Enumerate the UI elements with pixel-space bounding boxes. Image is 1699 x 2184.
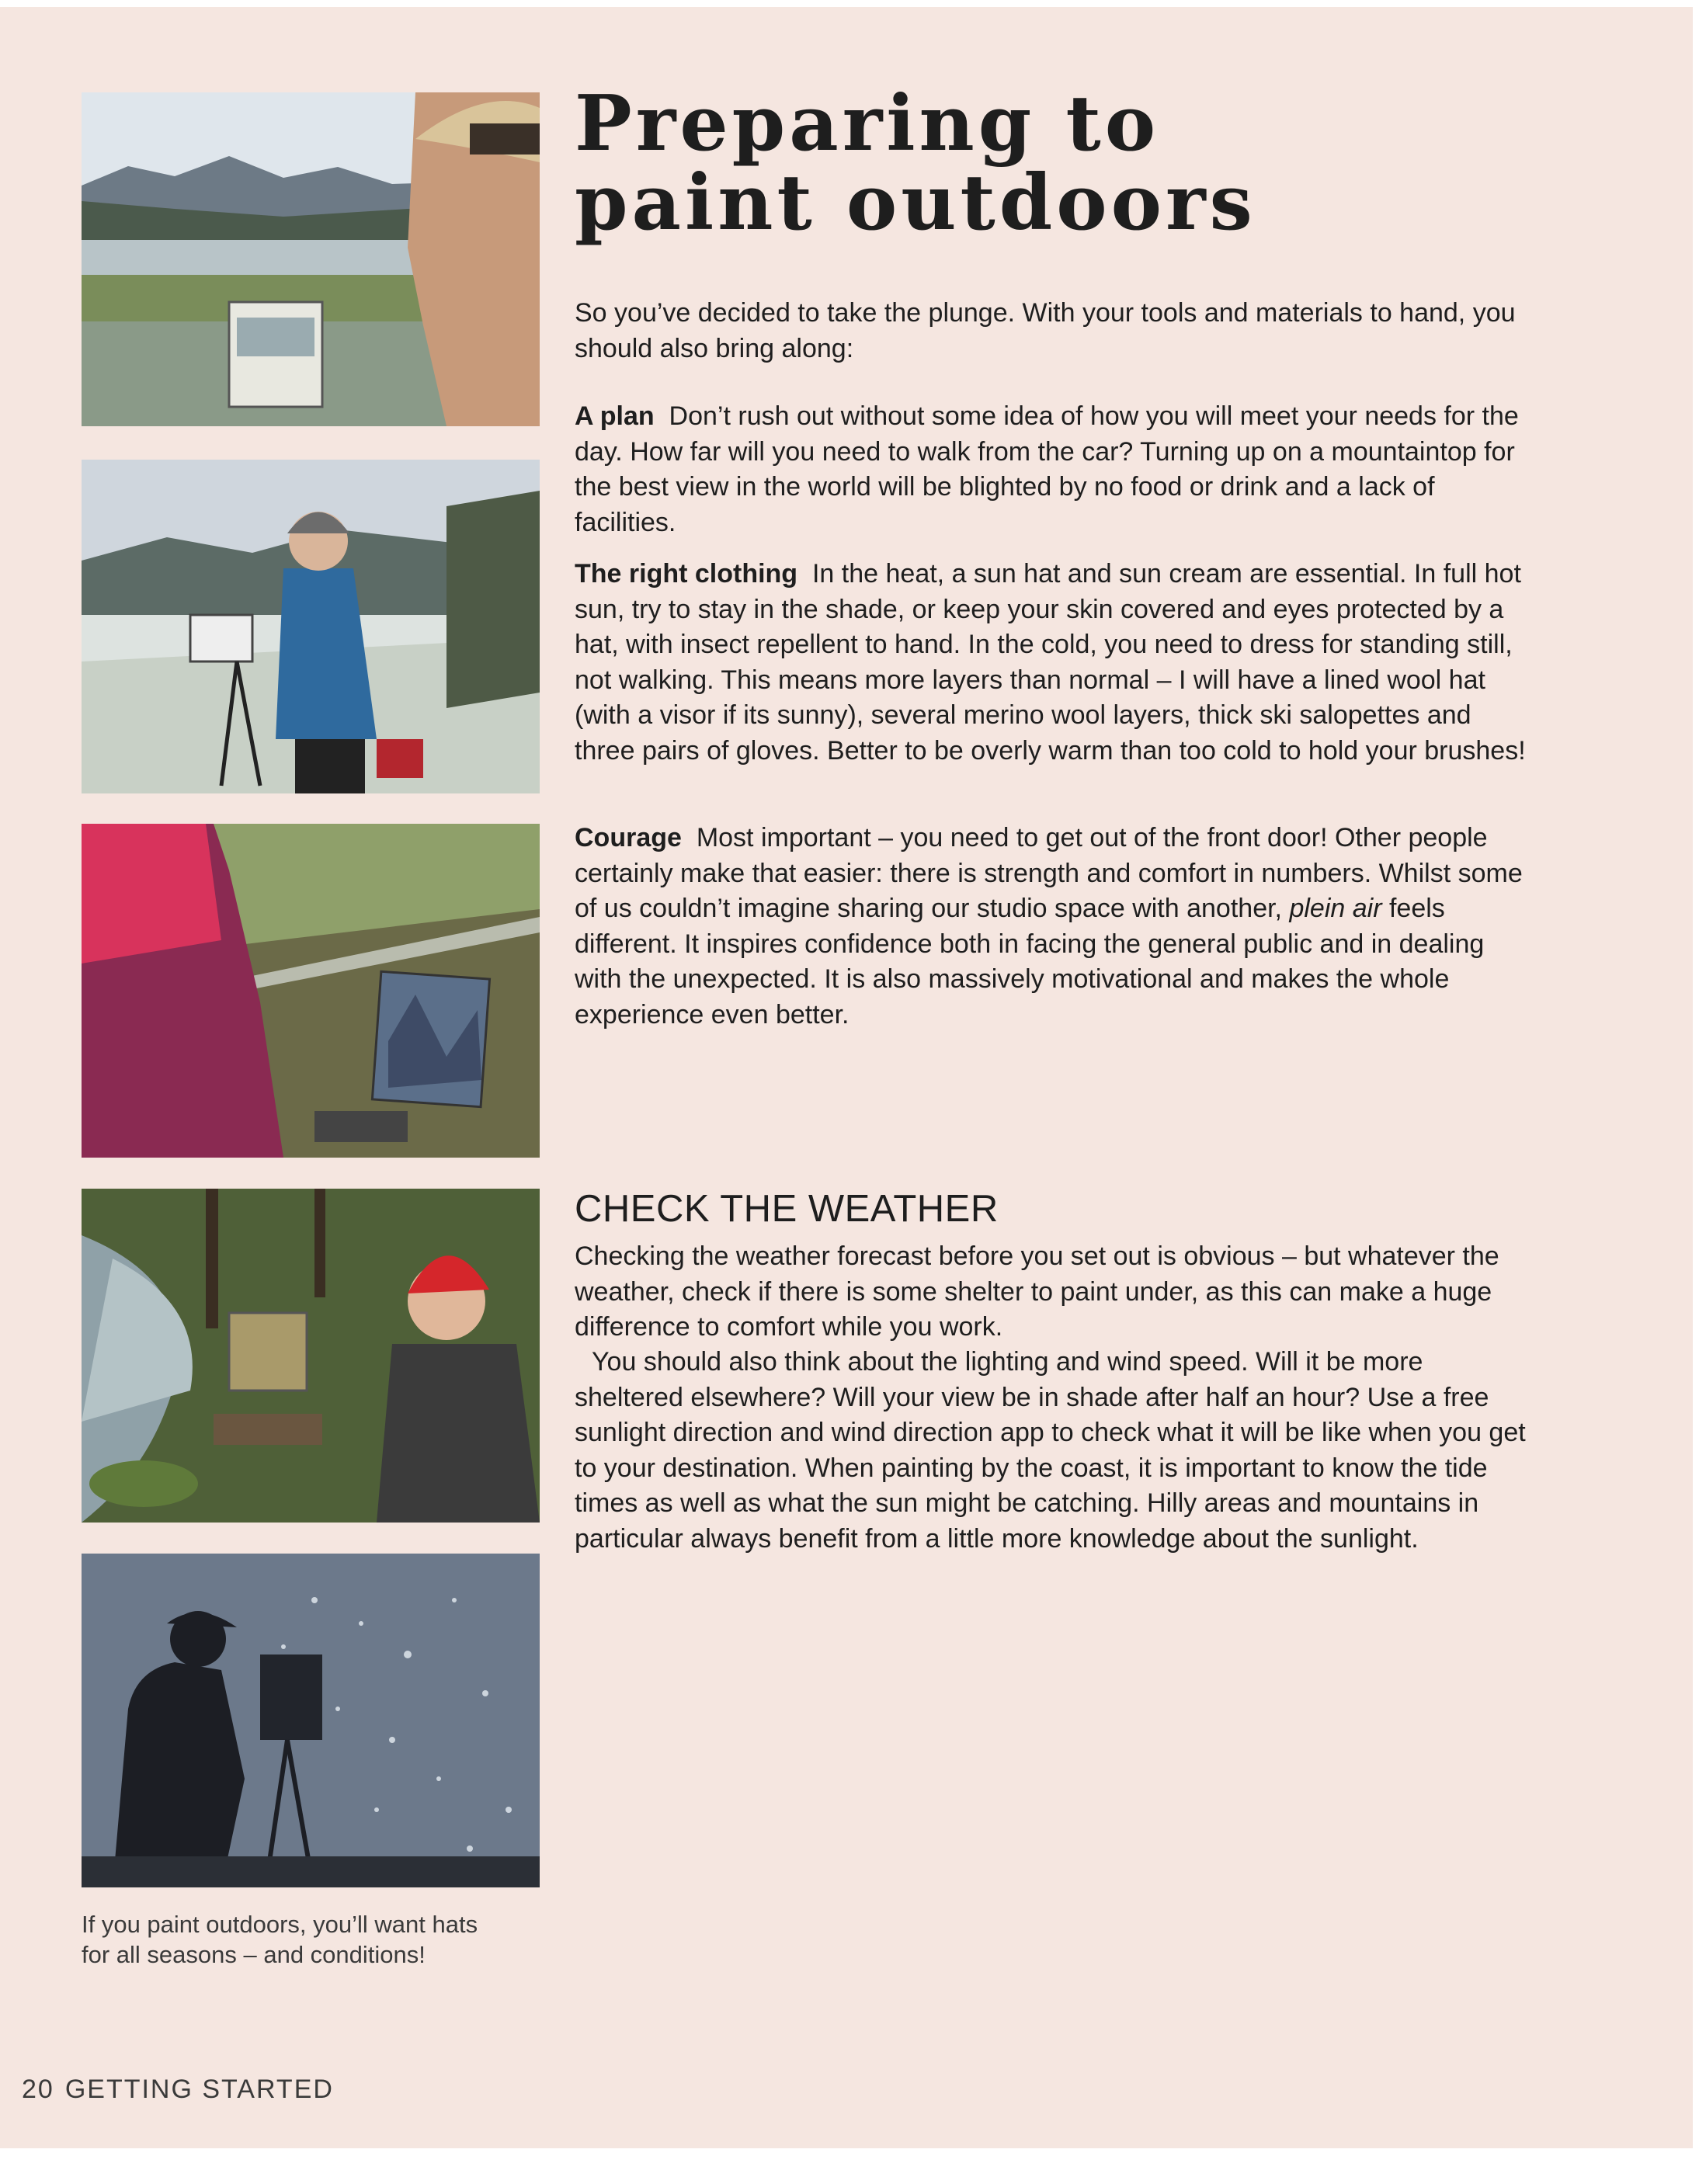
plein-air-italic: plein air	[1289, 894, 1382, 923]
section-text: In the heat, a sun hat and sun cream are essential. In full hot sun, try to stay in the shade, or keep your skin covered and eyes protected by a hat, with insect repellent to hand. In the cold, you need to dress for standing still, not walking. This means more layers than normal – I will have a lined wool hat (with a visor if its sunny), several merino wool layers, thick ski salopettes and three pairs of gloves. Better to be overly warm than too cold to hold your brushes!	[575, 559, 1526, 766]
section-heading: Courage	[575, 823, 682, 852]
weather-paragraph-2: You should also think about the lighting and wind speed. Will it be more sheltered elsewhere? Will your view be in shade after half an hour? Use a free sunlight direction and wind direction app to check what it will be like when you get to your destination. When painting by the coast, it is important to know the tide times as well as what the sun might be catching. Hilly areas and mountains in particular always benefit from a little more knowledge about the sunlight.	[575, 1347, 1526, 1554]
section-heading: The right clothing	[575, 559, 798, 589]
photo-caption: If you paint outdoors, you’ll want hats for all seasons – and conditions!	[82, 1911, 478, 1968]
page	[0, 7, 1693, 2148]
section-heading: A plan	[575, 401, 655, 431]
photo-silhouette-water	[82, 1554, 540, 1887]
section-text: Don’t rush out without some idea of how you will meet your needs for the day. How far will you need to walk from the car? Turning up on a mountaintop for the best view in the world will be blighted by no food or drink and a lack of facilities.	[575, 401, 1519, 537]
page-number: 20	[22, 2075, 54, 2104]
photo-pink-coat-hillside	[82, 824, 540, 1158]
section-right-clothing	[575, 557, 1537, 769]
section-a-plan	[575, 399, 1537, 540]
section-courage	[575, 821, 1537, 1033]
weather-heading: CHECK THE WEATHER	[575, 1188, 999, 1230]
section-name: GETTING STARTED	[64, 2075, 334, 2104]
section-text: feels different. It inspires confidence both in facing the general public and in dealing with the unexpected. It is also massively motivational and makes the whole experience even better.	[575, 894, 1485, 1030]
intro-paragraph: So you’ve decided to take the plunge. With your tools and materials to hand, you should also bring along:	[575, 298, 1516, 363]
photo-frost-blue-jacket	[82, 460, 540, 793]
photo-lake-straw-hat	[82, 92, 540, 426]
page-footer	[22, 2075, 345, 2105]
page-title: Preparing to paint outdoors	[575, 79, 1256, 248]
photo-red-hat-stream	[82, 1189, 540, 1523]
section-text: Most important – you need to get out of the front door! Other people certainly make that easier: there is strength and comfort in numbers. Whilst some of us couldn’t imagine sharing our studio space with another,	[575, 823, 1523, 923]
weather-paragraph-1: Checking the weather forecast before you set out is obvious – but whatever the weather, check if there is some shelter to paint under, as this can make a huge difference to comfort while you work.	[575, 1241, 1499, 1342]
